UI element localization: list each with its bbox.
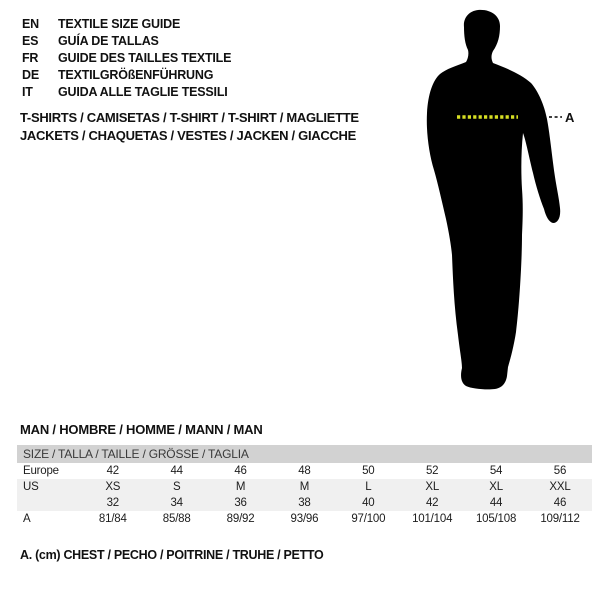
man-silhouette-path: [427, 10, 560, 389]
size-cell: XL: [400, 479, 464, 495]
category-line-jackets: JACKETS / CHAQUETAS / VESTES / JACKEN / GIACCHE: [20, 128, 356, 143]
size-cell: 44: [170, 465, 183, 477]
size-cell: 89/92: [226, 513, 255, 525]
size-cell: M: [209, 479, 273, 495]
size-row-label: [17, 495, 81, 511]
language-row: [22, 16, 231, 33]
language-label: GUIDE DES TAILLES TEXTILE: [58, 51, 232, 65]
language-code: ES: [22, 34, 39, 48]
size-table: [17, 445, 592, 528]
size-cell: 93/96: [290, 513, 319, 525]
language-label: GUÍA DE TALLAS: [58, 34, 159, 48]
size-row-label: US: [17, 479, 81, 495]
size-table-header-cell: SIZE / TALLA / TAILLE / GRÖSSE / TAGLIA: [17, 445, 592, 463]
size-cell: XXL: [528, 479, 592, 495]
man-silhouette-svg: [415, 5, 585, 395]
language-code: DE: [22, 68, 39, 82]
size-row-label: Europe: [23, 465, 59, 477]
size-cell: 81/84: [98, 513, 127, 525]
man-silhouette-figure: [415, 5, 585, 395]
footnote-chest: A. (cm) CHEST / PECHO / POITRINE / TRUHE / PETTO: [20, 548, 324, 562]
size-cell: 36: [209, 495, 273, 511]
size-cell: 54: [489, 465, 503, 477]
size-cell: XS: [81, 479, 145, 495]
size-cell: 52: [425, 465, 439, 477]
language-label: GUIDA ALLE TAGLIE TESSILI: [58, 85, 228, 99]
size-table-row: [17, 479, 592, 495]
size-table-row: [17, 495, 592, 511]
size-cell: 109/112: [540, 513, 580, 525]
size-cell: 42: [106, 465, 120, 477]
size-cell: 46: [234, 465, 247, 477]
language-row: [22, 50, 231, 67]
size-cell: 50: [362, 465, 375, 477]
size-cell: 42: [400, 495, 464, 511]
size-cell: 105/108: [475, 513, 517, 525]
language-label: TEXTILE SIZE GUIDE: [58, 17, 181, 31]
size-cell: 46: [528, 495, 592, 511]
size-cell: 56: [553, 465, 567, 477]
language-code: EN: [22, 17, 39, 31]
size-cell: 97/100: [351, 513, 386, 525]
size-cell: 38: [273, 495, 337, 511]
size-table-body: [17, 445, 592, 528]
size-table-row: [17, 463, 592, 479]
language-code: FR: [22, 51, 39, 65]
size-cell: 101/104: [412, 513, 453, 525]
size-row-label: A: [23, 513, 31, 525]
section-title-man: MAN / HOMBRE / HOMME / MANN / MAN: [20, 422, 263, 437]
size-table-wrap: [17, 445, 592, 528]
size-cell: L: [336, 479, 400, 495]
language-row: [22, 33, 231, 50]
language-guide-block: [22, 16, 231, 101]
size-cell: XL: [464, 479, 528, 495]
size-cell: 40: [336, 495, 400, 511]
measure-label-a: A: [565, 110, 575, 125]
category-block: [20, 109, 359, 145]
size-cell: 34: [145, 495, 209, 511]
language-row: [22, 84, 231, 101]
size-cell: 85/88: [162, 513, 191, 525]
language-row: [22, 67, 231, 84]
language-label: TEXTILGRÖßENFÜHRUNG: [58, 68, 214, 82]
size-table-header-row: [17, 445, 592, 463]
language-code: IT: [22, 85, 33, 99]
size-cell: 48: [298, 465, 311, 477]
size-cell: 44: [464, 495, 528, 511]
size-cell: S: [145, 479, 209, 495]
category-line-tshirts: T-SHIRTS / CAMISETAS / T-SHIRT / T-SHIRT / MAGLIETTE: [20, 110, 359, 125]
size-cell: 32: [81, 495, 145, 511]
size-cell: M: [273, 479, 337, 495]
size-table-row: [17, 511, 592, 528]
